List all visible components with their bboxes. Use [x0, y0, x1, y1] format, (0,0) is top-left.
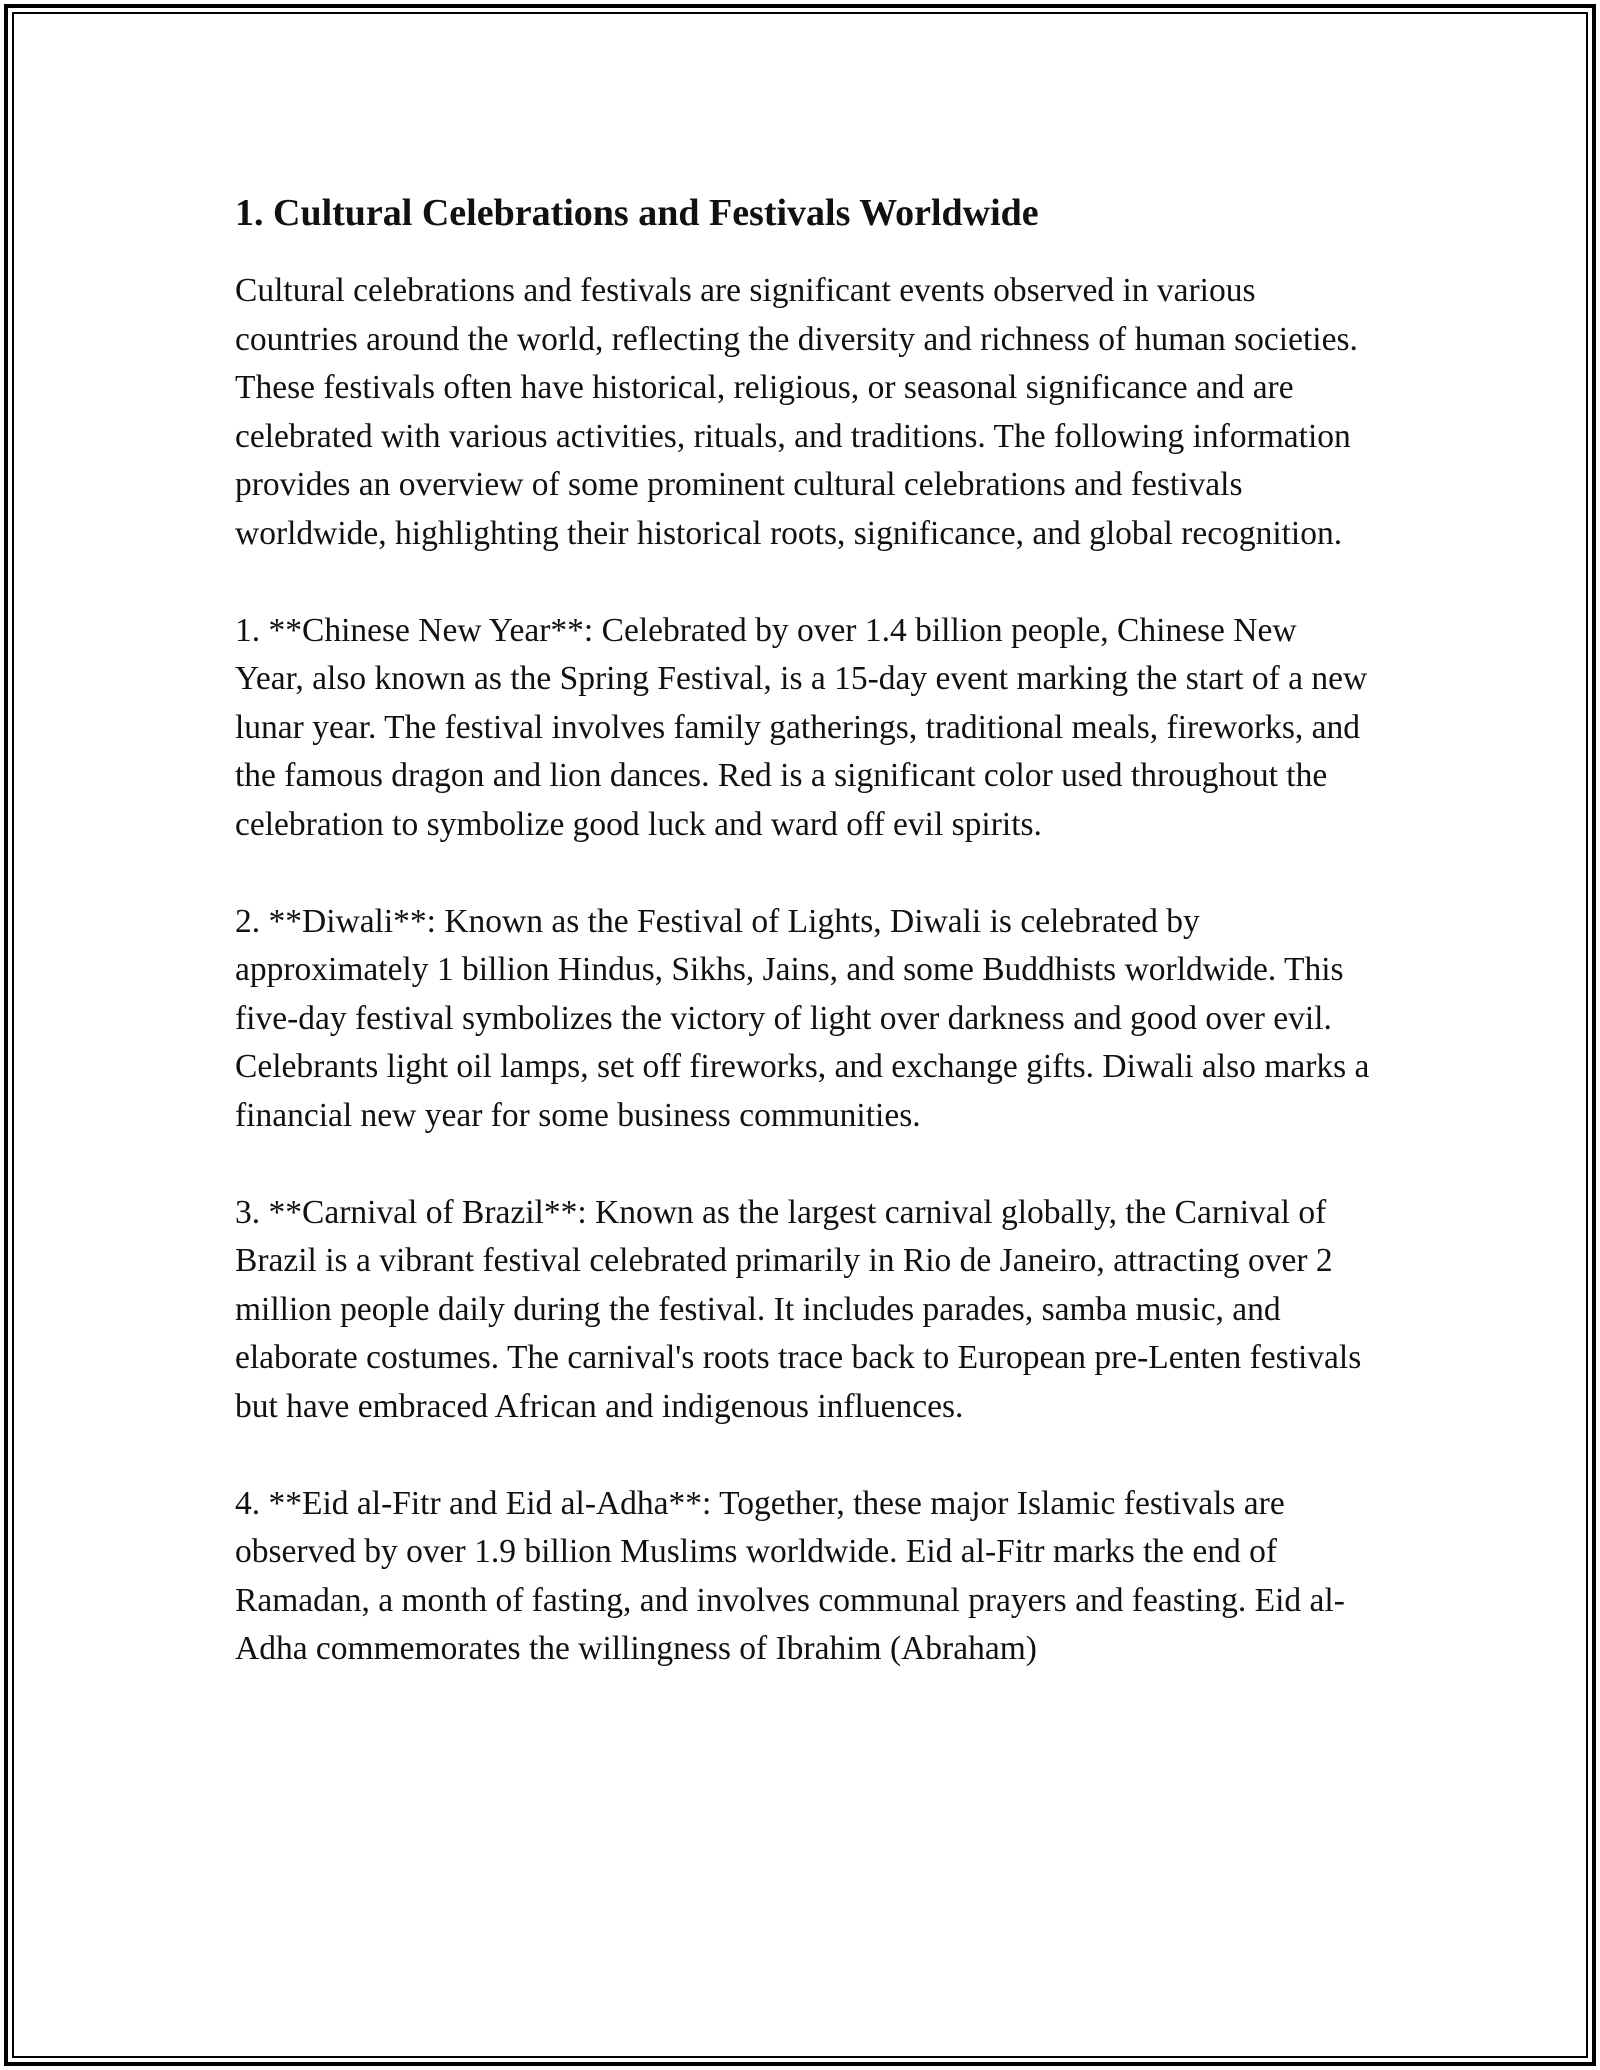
intro-paragraph: Cultural celebrations and festivals are significant events observed in various countries around the world, reflecting the diversity and richness of human societies. These festivals often have historical, religious, or seasonal significance and are celebrated with various activities, rituals, and traditions. The following information provides an overview of some prominent cultural celebrations and festivals worldwide, highlighting their historical roots, significance, and global recognition.: [235, 272, 1358, 552]
eid-paragraph: 4. **Eid al-Fitr and Eid al-Adha**: Together, these major Islamic festivals are observed by over 1.9 billion Muslims worldwide. Eid al-Fitr marks the end of Ramadan, a month of fasting, and involves communal prayers and feasting. Eid al-Adha commemorates the willingness of Ibrahim (Abraham): [235, 1484, 1345, 1667]
page-title: 1. Cultural Celebrations and Festivals Worldwide: [235, 192, 1039, 234]
diwali-paragraph: 2. **Diwali**: Known as the Festival of Lights, Diwali is celebrated by approximately 1 billion Hindus, Sikhs, Jains, and some Buddhists worldwide. This five-day festival symbolizes the victory of light over darkness and good over evil. Celebrants light oil lamps, set off fireworks, and exchange gifts. Diwali also marks a financial new year for some business communities.: [235, 902, 1370, 1134]
chinese-new-year-paragraph: 1. **Chinese New Year**: Celebrated by over 1.4 billion people, Chinese New Year, also known as the Spring Festival, is a 15-day event marking the start of a new lunar year. The festival involves family gatherings, traditional meals, fireworks, and the famous dragon and lion dances. Red is a significant color used throughout the celebration to symbolize good luck and ward off evil spirits.: [235, 611, 1368, 843]
document-body: [235, 185, 1370, 1722]
carnival-of-brazil-paragraph: 3. **Carnival of Brazil**: Known as the largest carnival globally, the Carnival of Brazil is a vibrant festival celebrated primarily in Rio de Janeiro, attracting over 2 million people daily during the festival. It includes parades, samba music, and elaborate costumes. The carnival's roots trace back to European pre-Lenten festivals but have embraced African and indigenous influences.: [235, 1193, 1362, 1425]
